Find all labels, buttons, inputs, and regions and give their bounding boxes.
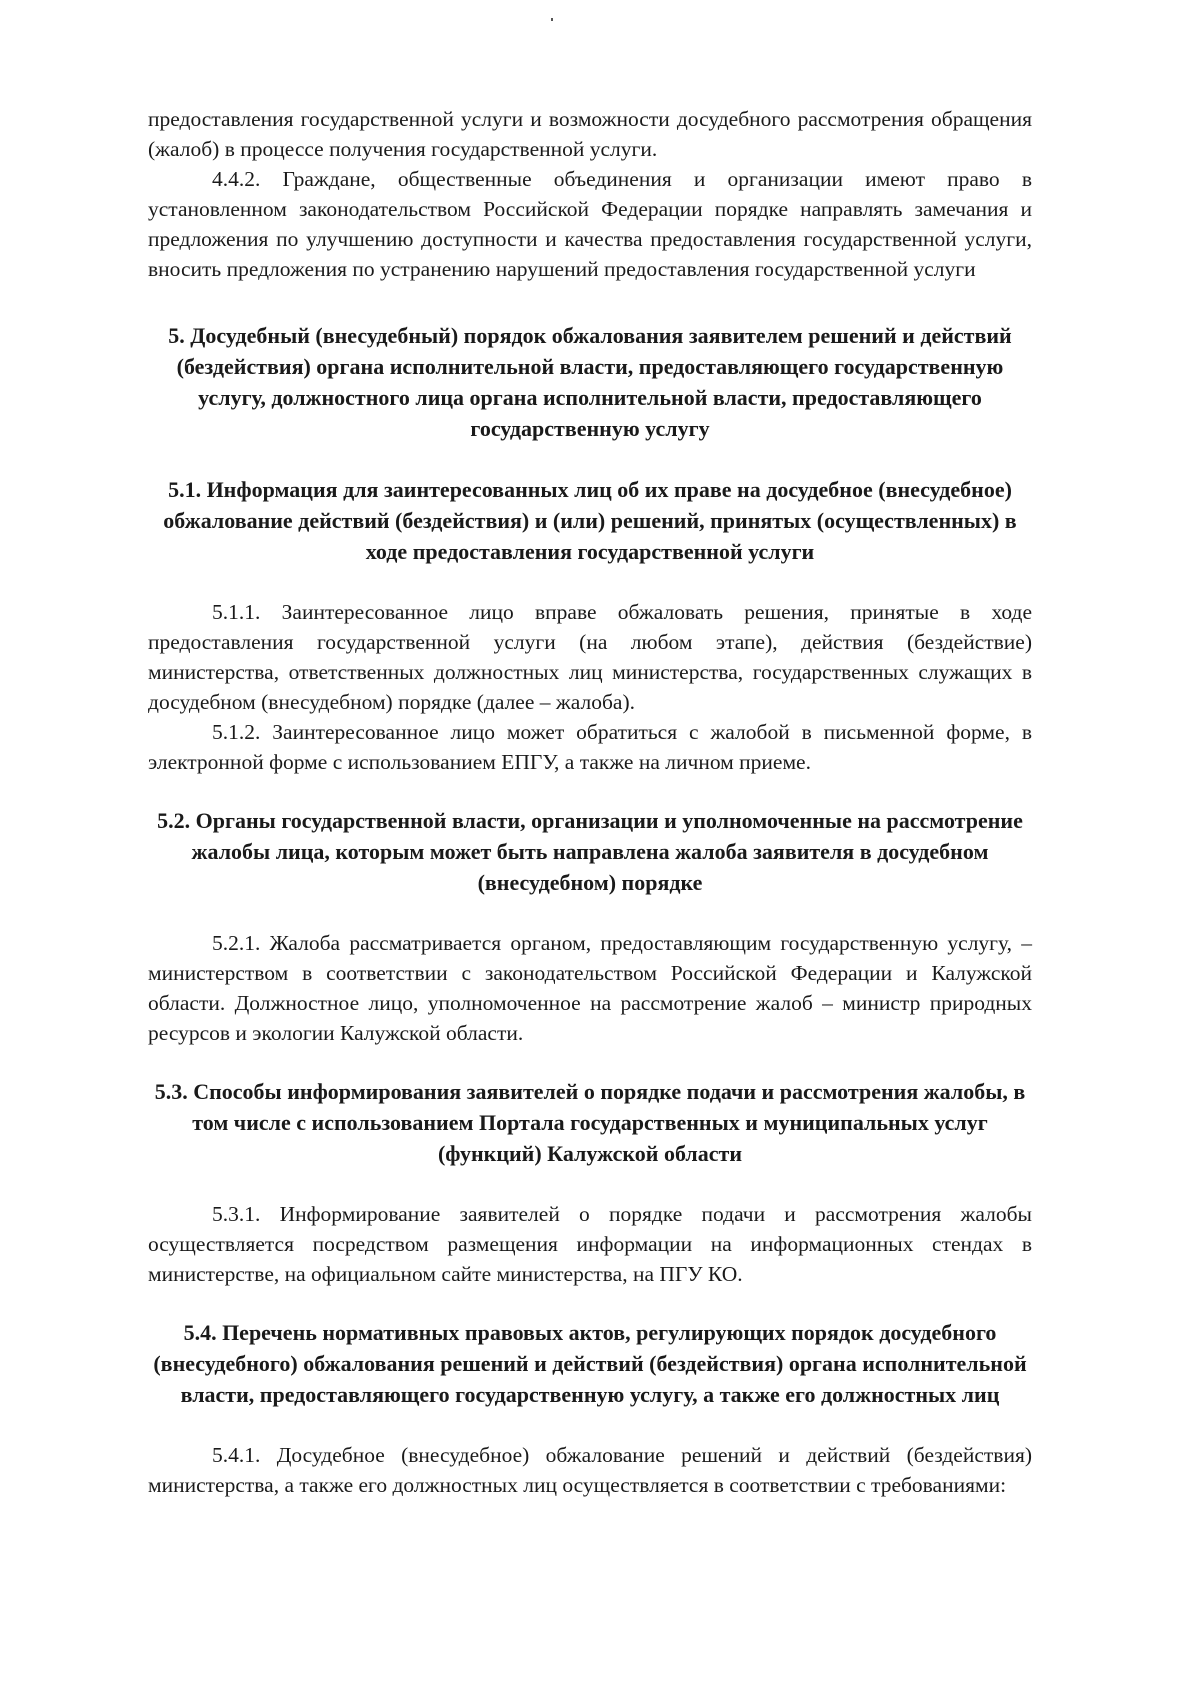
section-5-1-heading: 5.1. Информация для заинтересованных лиц об их праве на досудебное (внесудебное) обжалование действий (бездействия) и (или) решений, принятых (осуществленных) в ходе предоставления государственной услуги xyxy=(163,477,1017,564)
paragraph-5-3-1: 5.3.1. Информирование заявителей о порядке подачи и рассмотрения жалобы осуществляется посредством размещения информации на информационных стендах в министерстве, на официальном сайте министерства, на ПГУ КО. xyxy=(148,1202,1032,1286)
paragraph-5-2-1: 5.2.1. Жалоба рассматривается органом, предоставляющим государственную услугу, – министерством в соответствии с законодательством Российской Федерации и Калужской области. Должностное лицо, уполномоченное на рассмотрение жалоб – министр природных ресурсов и экологии Калужской области. xyxy=(148,931,1032,1045)
document-page xyxy=(148,104,1032,1500)
intro-paragraph-1: предоставления государственной услуги и возможности досудебного рассмотрения обращения (жалоб) в процессе получения государственной услуги. xyxy=(148,107,1032,161)
section-5-4-heading: 5.4. Перечень нормативных правовых актов, регулирующих порядок досудебного (внесудебного) обжалования решений и действий (бездействия) органа исполнительной власти, предоставляющего государственную услугу, а также его должностных лиц xyxy=(153,1320,1027,1407)
section-5-heading: 5. Досудебный (внесудебный) порядок обжалования заявителем решений и действий (бездействия) органа исполнительной власти, предоставляющего государственную услугу, должностного лица органа исполнительной власти, предоставляющего государственную услугу xyxy=(168,323,1012,441)
scan-speck xyxy=(551,18,553,21)
paragraph-5-1-1: 5.1.1. Заинтересованное лицо вправе обжаловать решения, принятые в ходе предоставления государственной услуги (на любом этапе), действия (бездействие) министерства, ответственных должностных лиц министерства, государственных служащих в досудебном (внесудебном) порядке (далее – жалоба). xyxy=(148,600,1032,714)
section-5-3-heading: 5.3. Способы информирования заявителей о порядке подачи и рассмотрения жалобы, в том числе с использованием Портала государственных и муниципальных услуг (функций) Калужской области xyxy=(154,1079,1026,1166)
section-5-2-heading: 5.2. Органы государственной власти, организации и уполномоченные на рассмотрение жалобы лица, которым может быть направлена жалоба заявителя в досудебном (внесудебном) порядке xyxy=(157,808,1023,895)
paragraph-5-1-2: 5.1.2. Заинтересованное лицо может обратиться с жалобой в письменной форме, в электронной форме с использованием ЕПГУ, а также на личном приеме. xyxy=(148,720,1032,774)
paragraph-5-4-1: 5.4.1. Досудебное (внесудебное) обжалование решений и действий (бездействия) министерства, а также его должностных лиц осуществляется в соответствии с требованиями: xyxy=(148,1443,1032,1497)
paragraph-4-4-2: 4.4.2. Граждане, общественные объединения и организации имеют право в установленном законодательством Российской Федерации порядке направлять замечания и предложения по улучшению доступности и качества предоставления государственной услуги, вносить предложения по устранению нарушений предоставления государственной услуги xyxy=(148,167,1032,281)
